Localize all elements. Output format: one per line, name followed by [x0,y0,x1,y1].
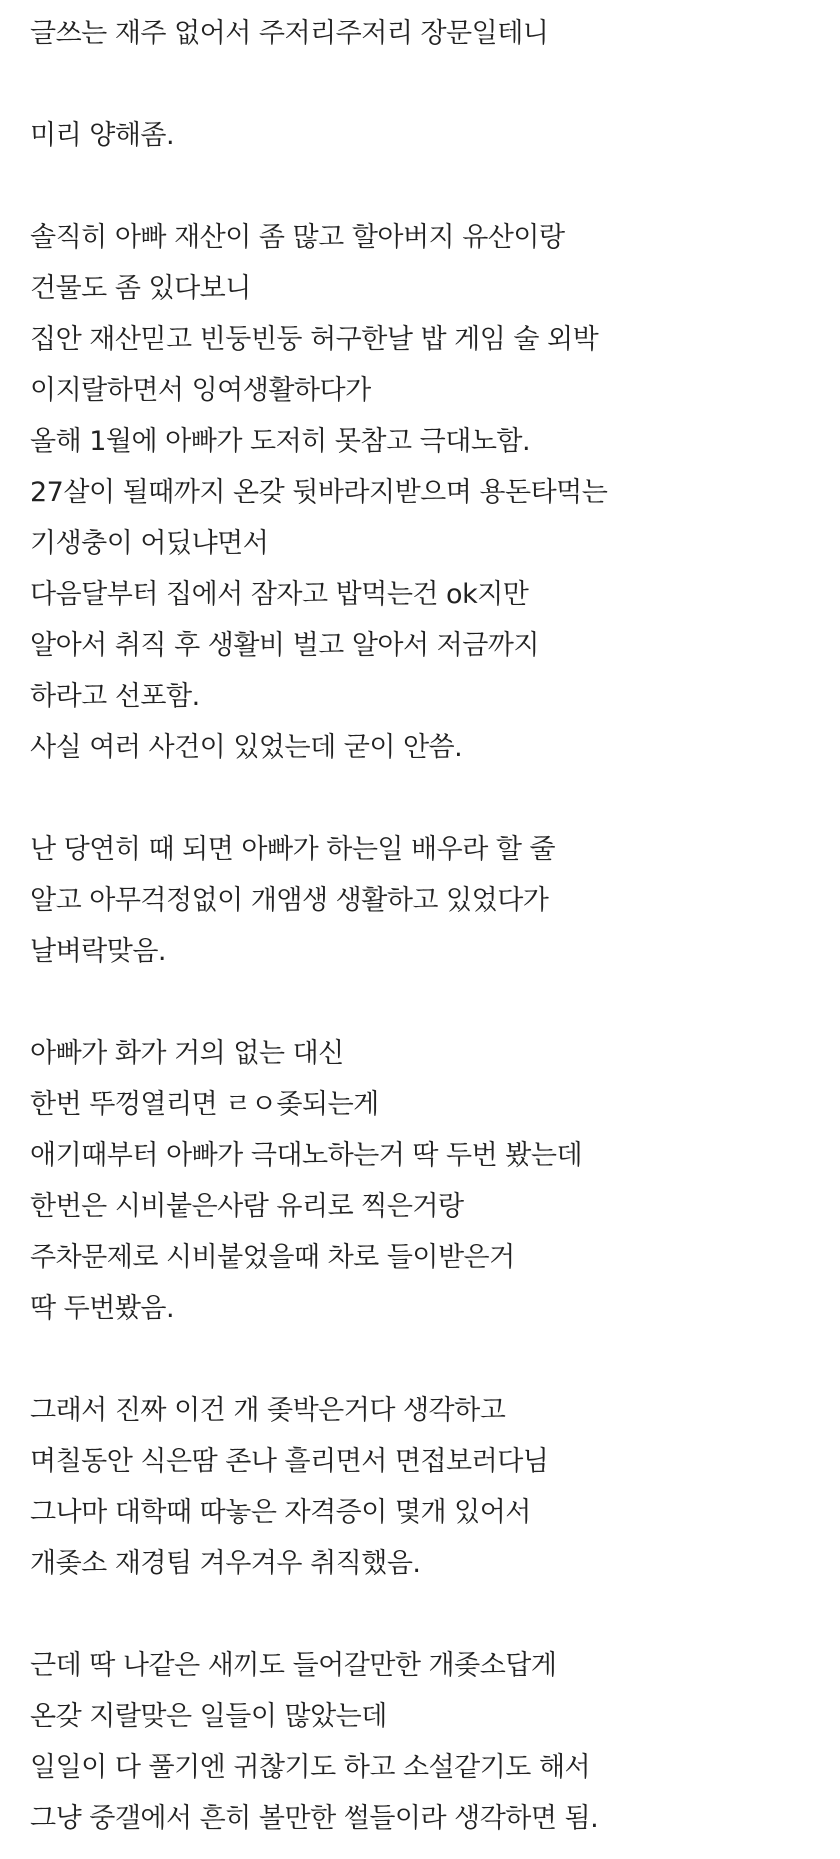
text-line: 알아서 취직 후 생활비 벌고 알아서 저금까지 [30,630,539,661]
text-line: 기생충이 어딨냐면서 [30,528,269,559]
text-line: 한번 뚜껑열리면 ㄹㅇ좆되는게 [30,1089,379,1120]
text-line: 근데 딱 나같은 새끼도 들어갈만한 개좆소답게 [30,1650,557,1681]
text-line: 한번은 시비붙은사람 유리로 찍은거랑 [30,1191,464,1222]
text-line: 아빠가 화가 거의 없는 대신 [30,1038,344,1069]
text-line: 주차문제로 시비붙었을때 차로 들이받은거 [30,1242,515,1273]
paragraph [30,110,830,161]
post-body [30,8,830,1844]
text-line: 그냥 중갤에서 흔히 볼만한 썰들이라 생각하면 됨. [30,1803,599,1834]
text-line: 개좆소 재경팀 겨우겨우 취직했음. [30,1548,421,1579]
text-line: 미리 양해좀. [30,120,175,151]
paragraph [30,1640,830,1844]
text-line: 날벼락맞음. [30,936,166,967]
text-line: 하라고 선포함. [30,681,200,712]
paragraph-gap [30,773,830,824]
text-line: 글쓰는 재주 없어서 주저리주저리 장문일테니 [30,18,549,49]
text-line: 솔직히 아빠 재산이 좀 많고 할아버지 유산이랑 [30,222,565,253]
text-line: 온갖 지랄맞은 일들이 많았는데 [30,1701,387,1732]
text-line: 그나마 대학때 따놓은 자격증이 몇개 있어서 [30,1497,531,1528]
text-line: 난 당연히 때 되면 아빠가 하는일 배우라 할 줄 [30,834,556,865]
text-line: 다음달부터 집에서 잠자고 밥먹는건 ok지만 [30,579,529,610]
text-line: 며칠동안 식은땀 존나 흘리면서 면접보러다님 [30,1446,549,1477]
paragraph [30,1028,830,1334]
text-line: 올해 1월에 아빠가 도저히 못참고 극대노함. [30,426,531,457]
paragraph [30,824,830,977]
text-line: 27살이 될때까지 온갖 뒷바라지받으며 용돈타먹는 [30,477,608,508]
text-line: 딱 두번봤음. [30,1293,175,1324]
text-line: 건물도 좀 있다보니 [30,273,251,304]
text-line: 그래서 진짜 이건 개 좆박은거다 생각하고 [30,1395,506,1426]
text-line: 알고 아무걱정없이 개앰생 생활하고 있었다가 [30,885,549,916]
text-line: 애기때부터 아빠가 극대노하는거 딱 두번 봤는데 [30,1140,583,1171]
paragraph [30,1385,830,1589]
paragraph [30,212,830,773]
paragraph-gap [30,59,830,110]
paragraph-gap [30,161,830,212]
paragraph-gap [30,1589,830,1640]
paragraph-gap [30,977,830,1028]
paragraph-gap [30,1334,830,1385]
text-line: 일일이 다 풀기엔 귀찮기도 하고 소설같기도 해서 [30,1752,591,1783]
text-line: 집안 재산믿고 빈둥빈둥 허구한날 밥 게임 술 외박 [30,324,599,355]
text-line: 이지랄하면서 잉여생활하다가 [30,375,371,406]
text-line: 사실 여러 사건이 있었는데 굳이 안씀. [30,732,463,763]
paragraph [30,8,830,59]
